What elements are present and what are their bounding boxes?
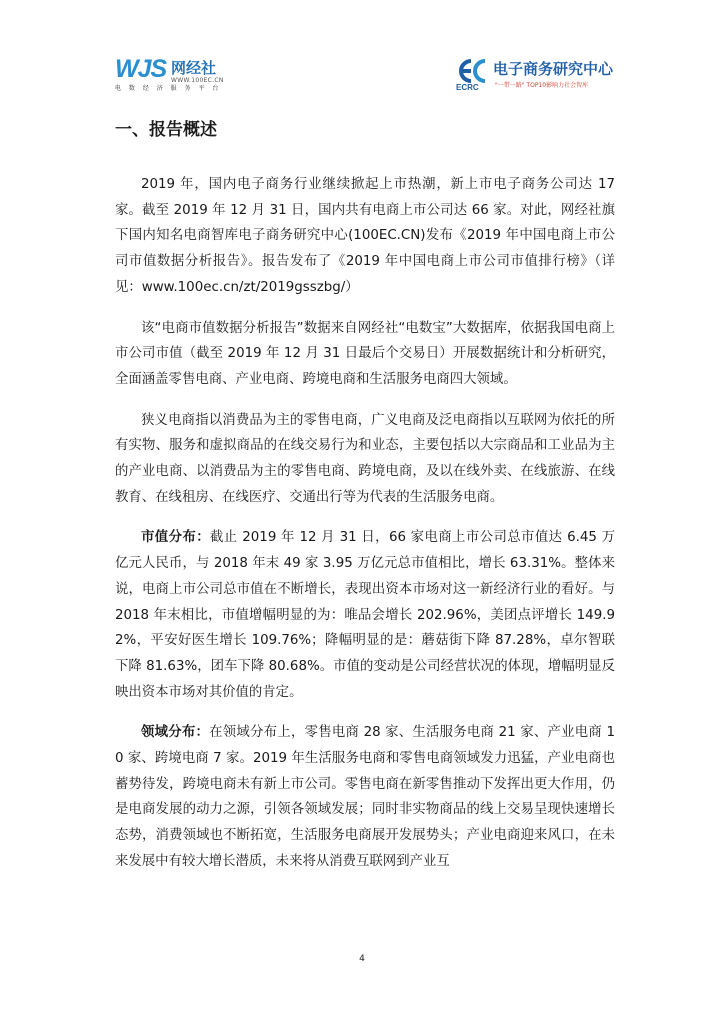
paragraph-lead: 市值分布： — [141, 530, 210, 546]
wjs-logo-slogan: 电 数 经 济 服 务 平 台 — [115, 85, 222, 92]
section-title: 一、报告概述 — [115, 120, 217, 140]
paragraph-text: 在领域分布上，零售电商 28 家、生活服务电商 21 家、产业电商 10 家、跨境电商 7 家。2019 年生活服务电商和零售电商领域发力迅猛，产业电商也蓄势待发，跨境电商未有新上市公司。零售电商在新零售推动下发挥出更大作用，仍是电商发展的动力之源，引领各领域发展；同时非实物商品的线上交易呈现快速增长态势，消费领域也不断拓宽，生活服务电商展开发展势头；产业电商迎来风口，在未来发展中有较大增长潜质，未来将从消费互联网到产业互 — [115, 725, 615, 869]
wjs-logo-url: WWW.100EC.CN — [171, 77, 224, 84]
ecrc-logo-name: 电子商务研究中心 — [493, 60, 614, 78]
paragraph-lead: 领域分布： — [141, 725, 210, 741]
paragraph-overview — [115, 172, 615, 301]
paragraph-text: 2019 年，国内电子商务行业继续掀起上市热潮，新上市电子商务公司达 17 家。截至 2019 年 12 月 31 日，国内共有电商上市公司达 66 家。对此，网经社旗下国内知名电商智库电子商务研究中心(100EC.CN)发布《2019 年中国电商上市公司市值数据分析报告》。报告发布了《2019 年中国电商上市公司市值排行榜》（详见：www.100ec.cn/zt/2019gsszbg/） — [115, 177, 615, 295]
ecrc-logo-abbr: ECRC — [456, 83, 479, 92]
page-header — [0, 0, 724, 108]
paragraph-data-source — [115, 316, 615, 393]
paragraph-market-value — [115, 525, 615, 705]
page-number: 4 — [359, 954, 365, 964]
ecrc-logo-icon — [455, 58, 491, 84]
paragraph-sector-distribution — [115, 720, 615, 874]
paragraph-text: 截止 2019 年 12 月 31 日，66 家电商上市公司总市值达 6.45 万亿元人民币，与 2018 年末 49 家 3.95 万亿元总市值相比，增长 63.31%。整体来说，电商上市公司总市值在不断增长，表现出资本市场对这一新经济行业的看好。与 2018 年末相比，市值增幅明显的为：唯品会增长 202.96%，美团点评增长 149.92%，平安好医生增长 109.76%；降幅明显的是：蘑菇街下降 87.28%，卓尔智联下降 81.63%，团车下降 80.68%。市值的变动是公司经营状况的体现，增幅明显反映出资本市场对其价值的肯定。 — [115, 530, 615, 700]
wjs-logo-mark: WJS — [115, 55, 167, 83]
wjs-logo-name: 网经社 — [171, 59, 217, 77]
paragraph-text: 该“电商市值数据分析报告”数据来自网经社“电数宝”大数据库，依据我国电商上市公司市值（截至 2019 年 12 月 31 日最后个交易日）开展数据统计和分析研究，全面涵盖零售电商、产业电商、跨境电商和生活服务电商四大领域。 — [115, 320, 615, 387]
report-body — [115, 172, 615, 890]
ecrc-logo[interactable] — [455, 58, 615, 98]
ecrc-logo-tagline: "一带一路" TOP10影响力社会智库 — [495, 82, 589, 89]
paragraph-definition — [115, 408, 615, 511]
wjs-logo[interactable] — [115, 56, 225, 96]
paragraph-text: 狭义电商指以消费品为主的零售电商，广义电商及泛电商指以互联网为依托的所有实物、服务和虚拟商品的在线交易行为和业态，主要包括以大宗商品和工业品为主的产业电商、以消费品为主的零售电商、跨境电商，及以在线外卖、在线旅游、在线教育、在线租房、在线医疗、交通出行等为代表的生活服务电商。 — [115, 412, 615, 505]
